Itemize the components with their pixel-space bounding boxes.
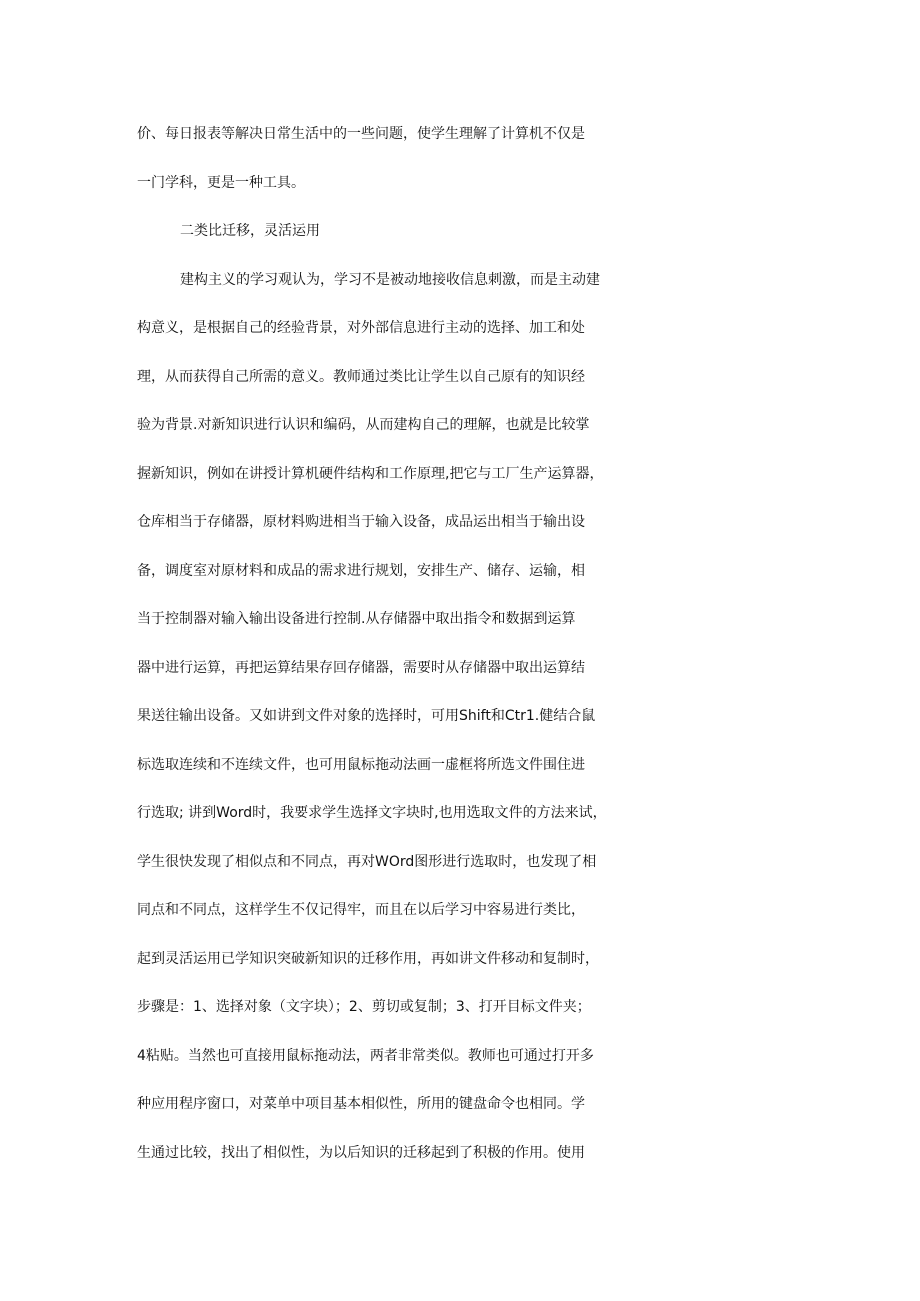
text-line: 备，调度室对原材料和成品的需求进行规划，安排生产、储存、运输，相 [137,562,585,579]
text-line: 学生很快发现了相似点和不同点，再对WOrd图形进行选取时，也发现了相 [137,853,597,870]
text-line: 一门学科，更是一种工具。 [137,174,305,191]
text-line: 验为背景.对新知识进行认识和编码，从而建构自己的理解，也就是比较掌 [137,417,590,433]
text-line: 果送往输出设备。又如讲到文件对象的选择时，可用Shift和Ctr1.健结合鼠 [137,708,596,724]
section-heading: 二类比迁移，灵活运用 [180,223,320,239]
text-line: 仓库相当于存储器，原材料购进相当于输入设备，成品运出相当于输出设 [137,514,585,530]
text-line: 构意义，是根据自己的经验背景，对外部信息进行主动的选择、加工和处 [137,320,585,336]
document-body [0,110,920,1177]
text-line: 握新知识，例如在讲授计算机硬件结构和工作原理,把它与工厂生产运算器， [137,465,604,482]
text-line: 理，从而获得自己所需的意义。教师通过类比让学生以自己原有的知识经 [137,368,585,385]
text-line: 标选取连续和不连续文件，也可用鼠标拖动法画一虚框将所选文件围住进 [137,756,585,773]
text-line: 步骤是：1、选择对象（文字块）；2、剪切或复制；3、打开目标文件夹； [137,999,591,1015]
text-line: 当于控制器对输入输出设备进行控制.从存储器中取出指令和数据到运算 [137,611,576,627]
text-line: 种应用程序窗口，对菜单中项目基本相似性，所用的键盘命令也相同。学 [137,1096,585,1112]
text-line: 价、每日报表等解决日常生活中的一些问题，使学生理解了计算机不仅是 [137,126,585,142]
text-line: 建构主义的学习观认为，学习不是被动地接收信息刺激，而是主动建 [180,271,600,288]
text-line: 器中进行运算，再把运算结果存回存储器，需要时从存储器中取出运算结 [137,659,585,676]
text-line: 行选取; 讲到Word时，我要求学生选择文字块时,也用选取文件的方法来试， [137,805,607,821]
text-line: 4粘贴。当然也可直接用鼠标拖动法，两者非常类似。教师也可通过打开多 [137,1047,594,1064]
text-line: 同点和不同点，这样学生不仅记得牢，而且在以后学习中容易进行类比， [137,902,585,918]
text-line: 起到灵活运用已学知识突破新知识的迁移作用，再如讲文件移动和复制时， [137,950,599,967]
text-line: 生通过比较，找出了相似性，为以后知识的迁移起到了积极的作用。使用 [137,1144,585,1161]
